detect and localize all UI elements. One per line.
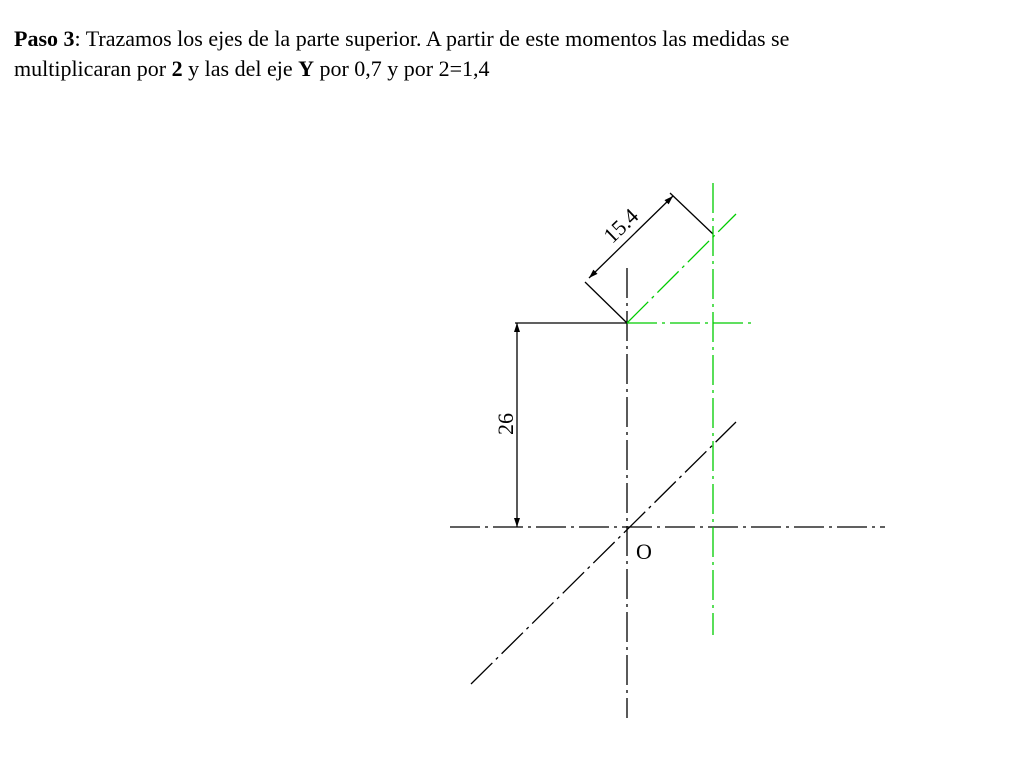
origin-label: O: [636, 539, 652, 564]
caption-line2-start: multiplicaran por: [14, 56, 172, 81]
oblique-dimension-line: [589, 196, 673, 278]
caption-line2-mid: y las del eje: [182, 56, 299, 81]
green-oblique-axis: [627, 214, 736, 323]
vertical-dimension-value: 26: [493, 413, 518, 435]
oblique-extension-line-1: [585, 282, 627, 323]
oblique-dimension-value: 15.4: [598, 203, 644, 248]
caption-line2-end: por 0,7 y por 2=1,4: [313, 56, 490, 81]
axis-name: Y: [298, 56, 314, 81]
oblique-extension-line-2: [670, 193, 713, 234]
step-label: Paso 3: [14, 26, 75, 51]
multiplier-factor: 2: [171, 56, 183, 81]
caption-line1-text: : Trazamos los ejes de la parte superior. A partir de este momentos las medidas se: [74, 26, 790, 51]
oblique-axis-y: [471, 422, 736, 684]
